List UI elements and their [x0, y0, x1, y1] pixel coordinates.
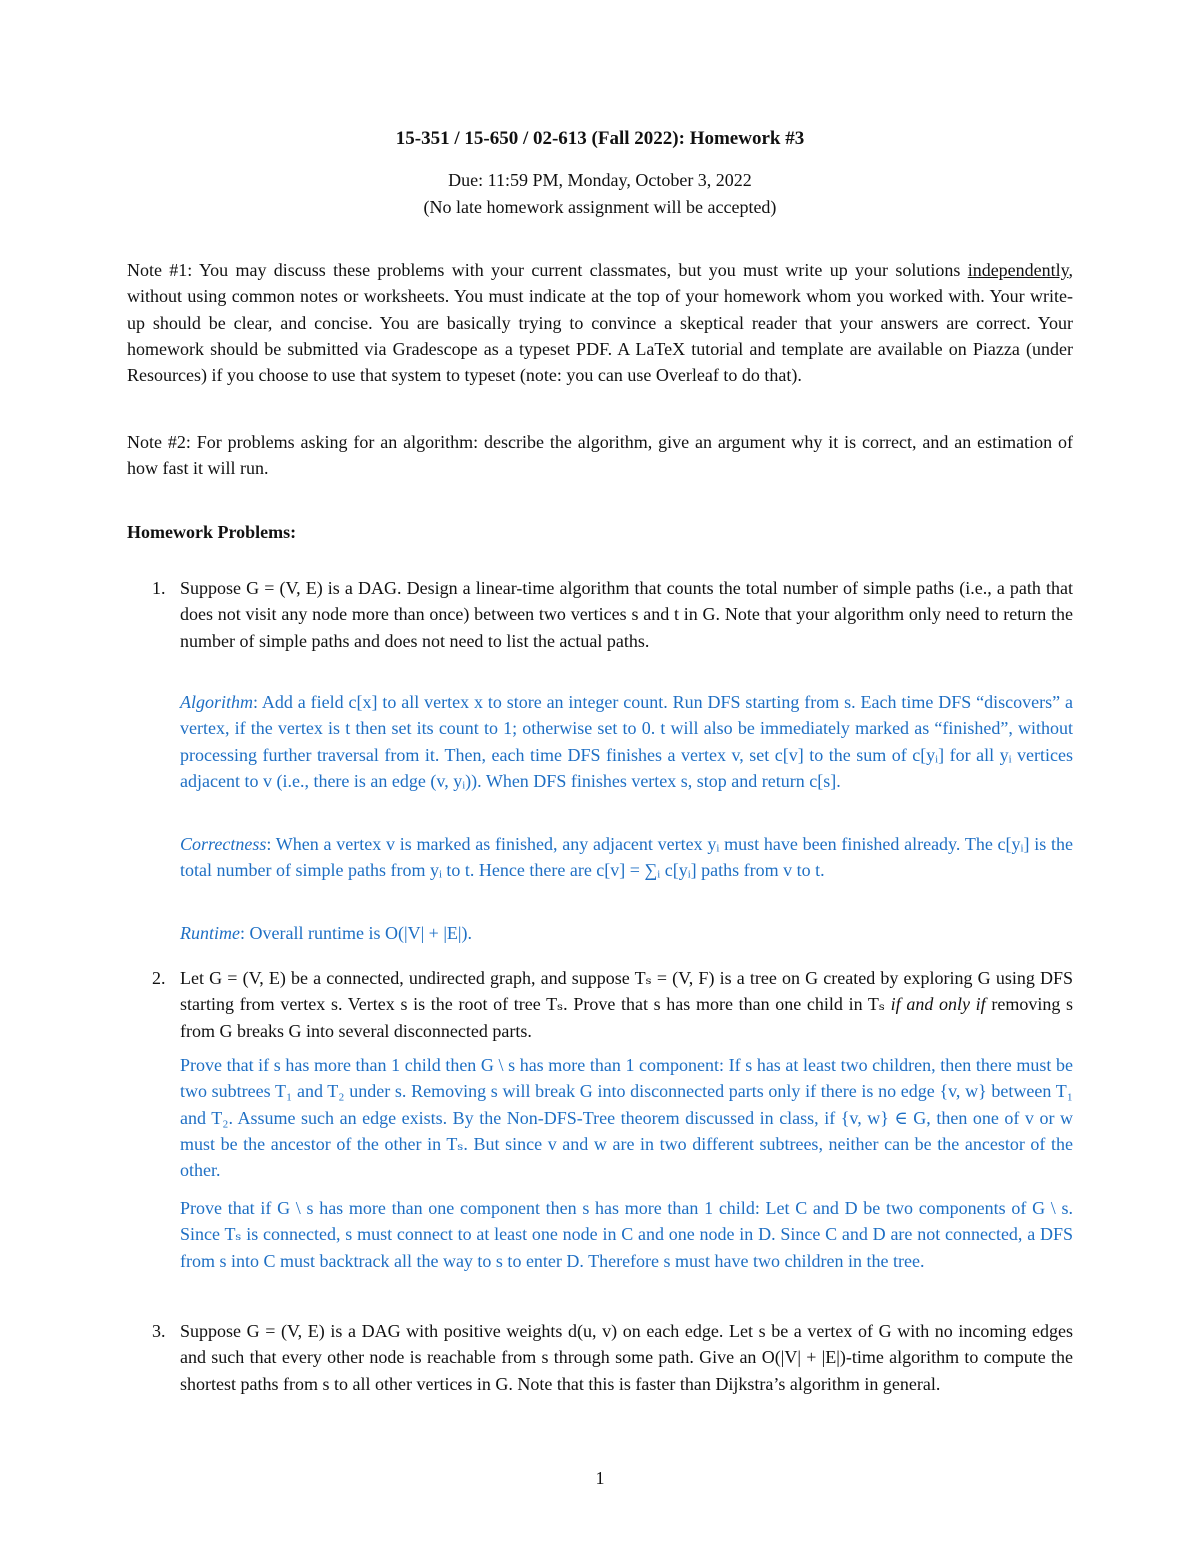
problem-2-rest: removing s from G breaks G into several disconnected parts.: [180, 994, 1073, 1041]
problem-1-statement: Suppose G = (V, E) is a DAG. Design a linear-time algorithm that counts the total number of simple paths (i.e., a path that does not visit any node more than once) between two vertices s and t in G. Note that your algorithm only need to return the number of simple paths and does not need to list the actual paths.: [180, 578, 1073, 651]
note-1: [127, 257, 1073, 388]
section-heading: Homework Problems:: [127, 522, 297, 542]
problem-3-statement: Suppose G = (V, E) is a DAG with positive weights d(u, v) on each edge. Let s be a vertex of G with no incoming edges and such that every other node is reachable from s through some path. Give an O(|V| + |E|)-time algorithm to compute the shortest paths from s to all other vertices in G. Note that this is faster than Dijkstra’s algorithm in general.: [180, 1321, 1073, 1394]
correctness-label: Correctness: [180, 834, 267, 854]
problem-1-correctness: [180, 831, 1073, 884]
note-1-rest: , without using common notes or worksheets. You must indicate at the top of your homework whom you worked with. Your write-up should be clear, and concise. You are basically trying to convince a skeptical reader that your answers are correct. Your homework should be submitted via Gradescope as a typeset PDF. A LaTeX tutorial and template are available on Piazza (under Resources) if you choose to use that system to typeset (note: you can use Overleaf to do that).: [127, 260, 1073, 386]
document-title: 15-351 / 15-650 / 02-613 (Fall 2022): Homework #3: [395, 128, 805, 149]
due-date: Due: 11:59 PM, Monday, October 3, 2022: [448, 170, 752, 190]
runtime-label: Runtime: [180, 923, 240, 943]
algorithm-text: : Add a field c[x] to all vertex x to store an integer count. Run DFS starting from s. Each time DFS “discovers” a vertex, if the vertex is t then set its count to 1; otherwise set to 0. t will also be immediately marked as “finished”, without processing further traversal from it. Then, each time DFS finishes a vertex v, set c[v] to the sum of c[yᵢ] for all yᵢ vertices adjacent to v (i.e., there is an edge (v, yᵢ)). When DFS finishes vertex s, stop and return c[s].: [180, 692, 1073, 791]
late-policy: (No late homework assignment will be accepted): [423, 197, 777, 217]
problem-2-lead: Let G = (V, E) be a connected, undirected graph, and suppose Tₛ = (V, F) is a tree on G created by exploring G using DFS starting from vertex s. Vertex s is the root of tree Tₛ. Prove that s has more than one child in Tₛ: [180, 968, 1073, 1015]
page-number: 1: [595, 1468, 605, 1488]
problem-3-number: 3.: [152, 1321, 166, 1341]
note-1-emphasis: independently: [967, 260, 1069, 280]
problem-1-runtime: [180, 920, 1073, 946]
algorithm-label: Algorithm: [180, 692, 254, 712]
runtime-text: : Overall runtime is O(|V| + |E|).: [240, 923, 473, 943]
problem-1-number: 1.: [152, 578, 166, 598]
correctness-text: : When a vertex v is marked as finished, any adjacent vertex yᵢ must have been finished already. The c[yᵢ] is the total number of simple paths from yᵢ to t. Hence there are c[v] = ∑ᵢ c[yᵢ] paths from v to t.: [180, 834, 1073, 881]
problem-2-number: 2.: [152, 968, 166, 988]
problem-1-algorithm: [180, 689, 1073, 794]
problem-2-proof-forward: Prove that if s has more than 1 child then G \ s has more than 1 component: If s has at least two children, then there must be two subtrees T₁ and T₂ under s. Removing s will break G into disconnected parts only if there is no edge {v, w} between T₁ and T₂. Assume such an edge exists. By the Non-DFS-Tree theorem discussed in class, if {v, w} ∈ G, then one of v or w must be the ancestor of the other in Tₛ. But since v and w are in two different subtrees, neither can be the ancestor of the other.: [180, 1055, 1073, 1181]
problem-2-proof-reverse: Prove that if G \ s has more than one component then s has more than 1 child: Let C and D be two components of G \ s. Since Tₛ is connected, s must connect to at least one node in C and one node in D. Since C and D are not connected, a DFS from s into C must backtrack all the way to s to enter D. Therefore s must have two children in the tree.: [180, 1198, 1073, 1271]
note-1-lead: Note #1: You may discuss these problems with your current classmates, but you must write up your solutions: [127, 260, 968, 280]
problem-2-emphasis: if and only if: [890, 994, 986, 1015]
note-2: Note #2: For problems asking for an algorithm: describe the algorithm, give an argument why it is correct, and an estimation of how fast it will run.: [127, 432, 1073, 479]
problem-2-statement: [180, 965, 1073, 1044]
